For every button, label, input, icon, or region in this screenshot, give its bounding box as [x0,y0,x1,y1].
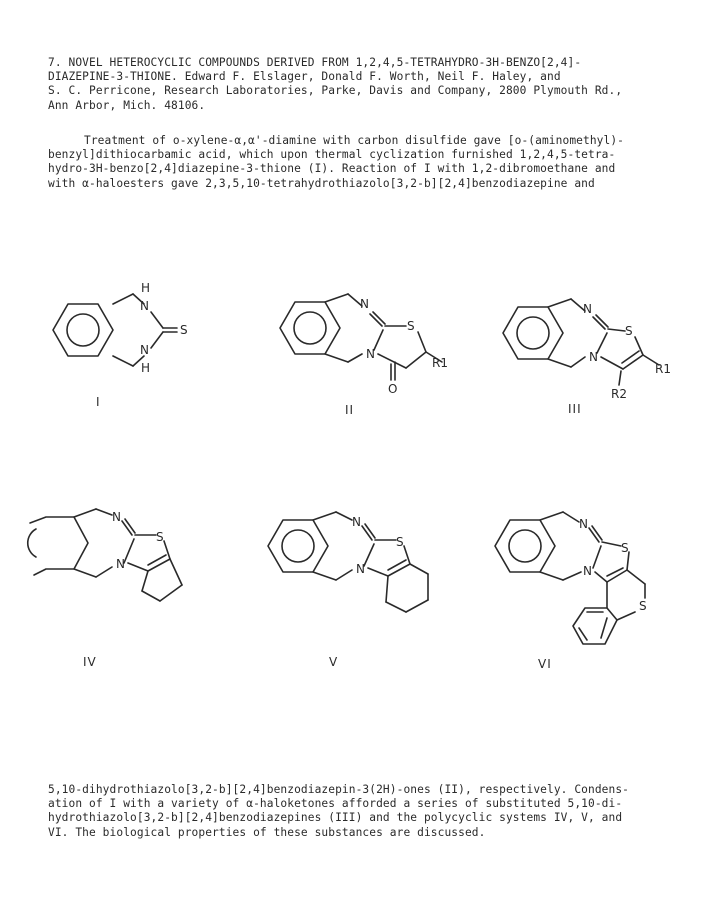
structure-IV [30,505,230,605]
abstract-line: VI. The biological properties of these substances are discussed. [48,825,486,839]
atom-n: N [356,562,365,576]
abstract-second-part [48,783,678,840]
heading-line: 7. NOVEL HETEROCYCLIC COMPOUNDS DERIVED FROM 1,2,4,5-TETRAHYDRO-3H-BENZO[2,4]- [48,56,582,69]
heading-line: S. C. Perricone, Research Laboratories, Parke, Davis and Company, 2800 Plymouth Rd., [48,84,623,98]
atom-s: S [407,319,415,333]
structure-label-II: II [345,403,355,417]
abstract-line: ation of I with a variety of α-haloketones afforded a series of substituted 5,10-di- [48,797,623,811]
heading-line: Ann Arbor, Mich. 48106. [48,98,206,112]
abstract-line: 5,10-dihydrothiazolo[3,2-b][2,4]benzodiazepin-3(2H)-ones (II), respectively. Condens- [48,783,630,796]
abstract-line: with α-haloesters gave 2,3,5,10-tetrahydrothiazolo[3,2-b][2,4]benzodiazepine and [48,176,595,190]
abstract-line: hydrothiazolo[3,2-b][2,4]benzodiazepines (III) and the polycyclic systems IV, V, and [48,811,623,825]
structure-label-I: I [96,395,101,409]
atom-s: S [396,535,404,549]
abstract-first-part [48,134,678,191]
structure-I [40,280,210,380]
atom-s: S [180,323,188,337]
atom-r2: R2 [611,387,627,401]
atom-h: H [141,361,151,375]
atom-h: H [141,281,151,295]
atom-n: N [583,302,592,316]
structure-label-III: III [568,402,582,416]
atom-o: O [388,382,398,396]
paper-heading [48,56,678,113]
atom-n: N [579,517,588,531]
atom-n: N [140,299,149,313]
atom-s: S [156,530,164,544]
atom-s: S [639,599,647,613]
structure-label-V: V [329,655,339,669]
abstract-line: Treatment of o-xylene-α,α'-diamine with carbon disulfide gave [o-(aminomethyl)- [84,134,624,147]
abstract-line: hydro-3H-benzo[2,4]diazepine-3-thione (I). Reaction of I with 1,2-dibromoethane and [48,162,616,176]
atom-n: N [140,343,149,357]
atom-n: N [352,515,361,529]
atom-n: N [366,347,375,361]
atom-s: S [625,324,633,338]
atom-r1: R1 [655,362,671,376]
heading-line: DIAZEPINE-3-THIONE. Edward F. Elslager, Donald F. Worth, Neil F. Haley, and [48,70,561,84]
atom-n: N [116,557,125,571]
structure-label-IV: IV [83,655,97,669]
atom-n: N [583,564,592,578]
structure-II [270,290,460,400]
atom-n: N [360,297,369,311]
atom-n: N [589,350,598,364]
structure-label-VI: VI [538,657,552,671]
atom-r1: R1 [432,356,448,370]
abstract-line: benzyl]dithiocarbamic acid, which upon thermal cyclization furnished 1,2,4,5-tetra- [48,148,616,162]
atom-s: S [621,541,629,555]
structure-V [268,508,468,618]
structure-VI [495,508,695,658]
structure-III [495,295,695,405]
atom-n: N [112,510,121,524]
